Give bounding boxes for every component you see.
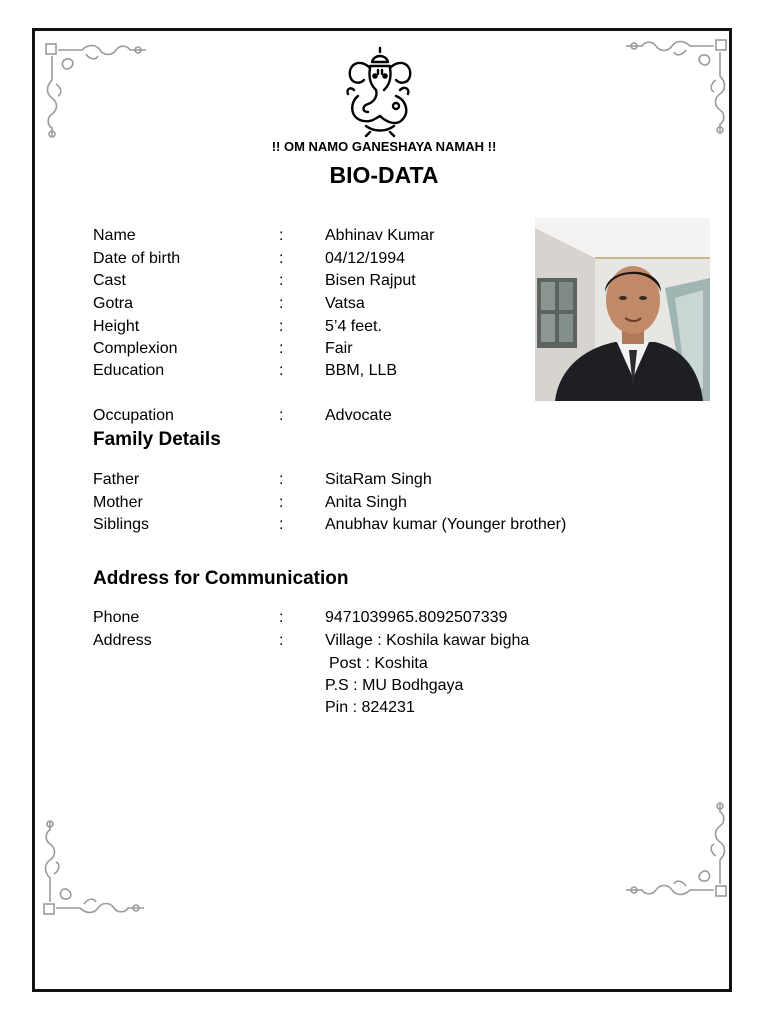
address-line-police-station: P.S : MU Bodhgaya (325, 677, 464, 694)
field-separator: : (279, 340, 284, 357)
field-value: Fair (325, 340, 353, 357)
field-value: 9471039965.8092507339 (325, 609, 508, 626)
field-label: Height (93, 318, 140, 335)
section-heading-family: Family Details (93, 429, 221, 450)
field-label: Father (93, 471, 140, 488)
field-value: Abhinav Kumar (325, 227, 435, 244)
corner-ornament-top-left (42, 40, 152, 140)
field-label: Cast (93, 272, 126, 289)
address-line-pin: Pin : 824231 (325, 699, 415, 716)
field-label: Date of birth (93, 250, 181, 267)
field-label: Occupation (93, 407, 174, 424)
field-label: Mother (93, 494, 143, 511)
field-separator: : (279, 632, 284, 649)
field-label: Siblings (93, 516, 150, 533)
corner-ornament-bottom-left (40, 818, 150, 918)
field-separator: : (279, 318, 284, 335)
ganesha-icon (340, 46, 420, 138)
field-value: Anita Singh (325, 494, 407, 511)
section-heading-address: Address for Communication (93, 568, 349, 589)
field-label: Education (93, 362, 165, 379)
invocation-line: !! OM NAMO GANESHAYA NAMAH !! (271, 139, 497, 154)
field-value: Village : Koshila kawar bigha (325, 632, 530, 649)
field-separator: : (279, 609, 284, 626)
field-value: Anubhav kumar (Younger brother) (325, 516, 567, 533)
field-separator: : (279, 272, 284, 289)
field-separator: : (279, 227, 284, 244)
page-title: BIO-DATA (329, 162, 439, 188)
field-label: Address (93, 632, 152, 649)
field-value: 04/12/1994 (325, 250, 406, 267)
field-value: BBM, LLB (325, 362, 398, 379)
field-label: Gotra (93, 295, 134, 312)
field-label: Name (93, 227, 136, 244)
field-value: Bisen Rajput (325, 272, 416, 289)
field-separator: : (279, 295, 284, 312)
field-separator: : (279, 494, 284, 511)
address-line-post: Post : Koshita (329, 655, 428, 672)
field-label: Complexion (93, 340, 178, 357)
corner-ornament-bottom-right (620, 800, 730, 900)
field-separator: : (279, 516, 284, 533)
field-value: SitaRam Singh (325, 471, 432, 488)
field-value: Vatsa (325, 295, 365, 312)
field-separator: : (279, 250, 284, 267)
field-value: 5’4 feet. (325, 318, 382, 335)
field-value: Advocate (325, 407, 392, 424)
field-separator: : (279, 407, 284, 424)
field-separator: : (279, 471, 284, 488)
field-separator: : (279, 362, 284, 379)
profile-photo (535, 218, 710, 401)
corner-ornament-top-right (620, 36, 730, 136)
field-label: Phone (93, 609, 140, 626)
